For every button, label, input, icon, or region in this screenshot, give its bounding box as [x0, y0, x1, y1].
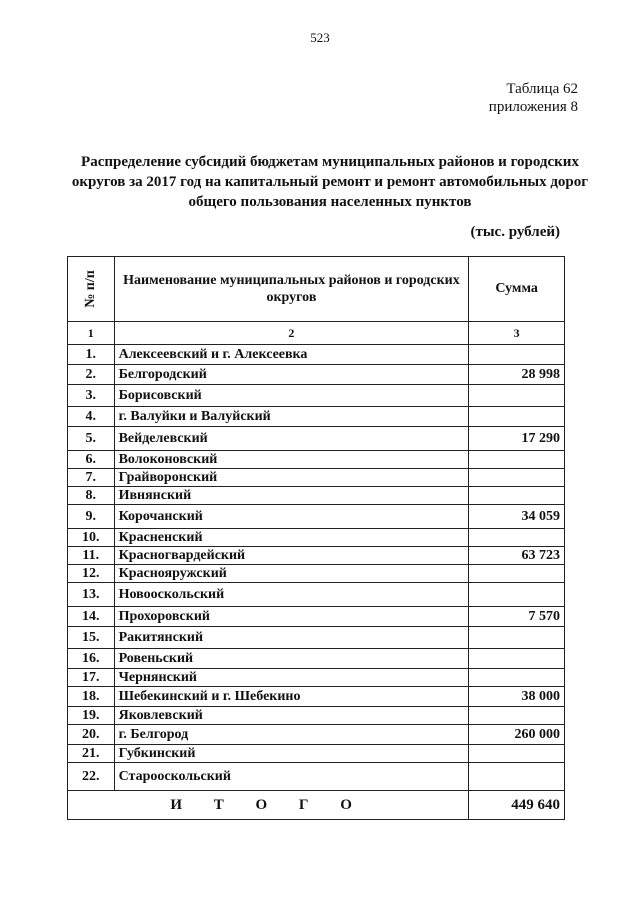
- row-district-name: Чернянский: [114, 669, 469, 687]
- total-row: [68, 791, 565, 820]
- table-row: [68, 687, 565, 707]
- row-district-name: Прохоровский: [114, 607, 469, 627]
- total-sum: 449 640: [469, 791, 565, 820]
- table-row: [68, 427, 565, 451]
- row-district-name: Яковлевский: [114, 707, 469, 725]
- table-row: [68, 505, 565, 529]
- row-number: 10.: [68, 529, 115, 547]
- row-sum: 28 998: [469, 365, 565, 385]
- row-sum: [469, 451, 565, 469]
- table-row: [68, 745, 565, 763]
- row-number: 19.: [68, 707, 115, 725]
- row-district-name: Красненский: [114, 529, 469, 547]
- row-district-name: Красногвардейский: [114, 547, 469, 565]
- row-number: 14.: [68, 607, 115, 627]
- document-heading: Распределение субсидий бюджетам муниципальных районов и городских округов за 2017 год на капитальный ремонт и ремонт автомобильных дорог общего пользования населенных пунктов: [71, 154, 589, 210]
- header-number: № п/п: [68, 257, 115, 322]
- appendix-label: приложения 8: [488, 99, 578, 115]
- row-number: 15.: [68, 627, 115, 649]
- row-sum: [469, 745, 565, 763]
- row-sum: [469, 529, 565, 547]
- total-label: И Т О Г О: [68, 791, 469, 820]
- table-row: [68, 725, 565, 745]
- subsidy-table: [67, 256, 565, 820]
- row-district-name: Волоконовский: [114, 451, 469, 469]
- table-row: [68, 627, 565, 649]
- table-row: [68, 547, 565, 565]
- table-row: [68, 407, 565, 427]
- row-sum: 63 723: [469, 547, 565, 565]
- row-number: 18.: [68, 687, 115, 707]
- table-row: [68, 365, 565, 385]
- row-sum: 7 570: [469, 607, 565, 627]
- row-district-name: Белгородский: [114, 365, 469, 385]
- table-row: [68, 763, 565, 791]
- row-number: 7.: [68, 469, 115, 487]
- row-district-name: Корочанский: [114, 505, 469, 529]
- row-district-name: Ивнянский: [114, 487, 469, 505]
- row-sum: [469, 707, 565, 725]
- row-number: 20.: [68, 725, 115, 745]
- row-district-name: Новооскольский: [114, 583, 469, 607]
- row-sum: [469, 385, 565, 407]
- row-district-name: г. Валуйки и Валуйский: [114, 407, 469, 427]
- table-row: [68, 487, 565, 505]
- row-number: 17.: [68, 669, 115, 687]
- row-district-name: Ракитянский: [114, 627, 469, 649]
- row-sum: [469, 583, 565, 607]
- row-district-name: Грайворонский: [114, 469, 469, 487]
- table-row: [68, 469, 565, 487]
- table-row: [68, 669, 565, 687]
- row-number: 13.: [68, 583, 115, 607]
- row-number: 11.: [68, 547, 115, 565]
- row-district-name: Вейделевский: [114, 427, 469, 451]
- column-number: 2: [114, 322, 469, 345]
- row-number: 12.: [68, 565, 115, 583]
- table-label: Таблица 62: [506, 81, 578, 97]
- row-district-name: Губкинский: [114, 745, 469, 763]
- table-row: [68, 451, 565, 469]
- table-row: [68, 529, 565, 547]
- table-row: [68, 565, 565, 583]
- table-row: [68, 385, 565, 407]
- row-district-name: Старооскольский: [114, 763, 469, 791]
- row-number: 4.: [68, 407, 115, 427]
- row-sum: [469, 669, 565, 687]
- row-sum: [469, 407, 565, 427]
- row-district-name: Краснояружский: [114, 565, 469, 583]
- table-row: [68, 707, 565, 725]
- row-sum: [469, 763, 565, 791]
- column-number: 1: [68, 322, 115, 345]
- row-district-name: Алексеевский и г. Алексеевка: [114, 345, 469, 365]
- row-number: 5.: [68, 427, 115, 451]
- row-sum: 34 059: [469, 505, 565, 529]
- row-sum: [469, 487, 565, 505]
- table-header-row: [68, 257, 565, 322]
- row-number: 2.: [68, 365, 115, 385]
- row-district-name: г. Белгород: [114, 725, 469, 745]
- row-sum: [469, 469, 565, 487]
- row-district-name: Борисовский: [114, 385, 469, 407]
- row-number: 6.: [68, 451, 115, 469]
- row-number: 9.: [68, 505, 115, 529]
- units-label: (тыс. рублей): [470, 224, 560, 240]
- column-number-row: [68, 322, 565, 345]
- table-row: [68, 345, 565, 365]
- row-sum: [469, 345, 565, 365]
- row-number: 21.: [68, 745, 115, 763]
- row-number: 3.: [68, 385, 115, 407]
- row-sum: 38 000: [469, 687, 565, 707]
- table-row: [68, 583, 565, 607]
- header-name: Наименование муниципальных районов и городских округов: [114, 257, 469, 322]
- row-sum: 260 000: [469, 725, 565, 745]
- row-sum: [469, 627, 565, 649]
- column-number: 3: [469, 322, 565, 345]
- row-number: 1.: [68, 345, 115, 365]
- row-district-name: Шебекинский и г. Шебекино: [114, 687, 469, 707]
- row-sum: [469, 649, 565, 669]
- table-row: [68, 649, 565, 669]
- row-number: 22.: [68, 763, 115, 791]
- row-number: 8.: [68, 487, 115, 505]
- row-sum: 17 290: [469, 427, 565, 451]
- header-sum: Сумма: [469, 257, 565, 322]
- row-number: 16.: [68, 649, 115, 669]
- row-sum: [469, 565, 565, 583]
- row-district-name: Ровеньский: [114, 649, 469, 669]
- table-reference: [489, 80, 578, 116]
- page-number: 523: [310, 30, 330, 45]
- table-row: [68, 607, 565, 627]
